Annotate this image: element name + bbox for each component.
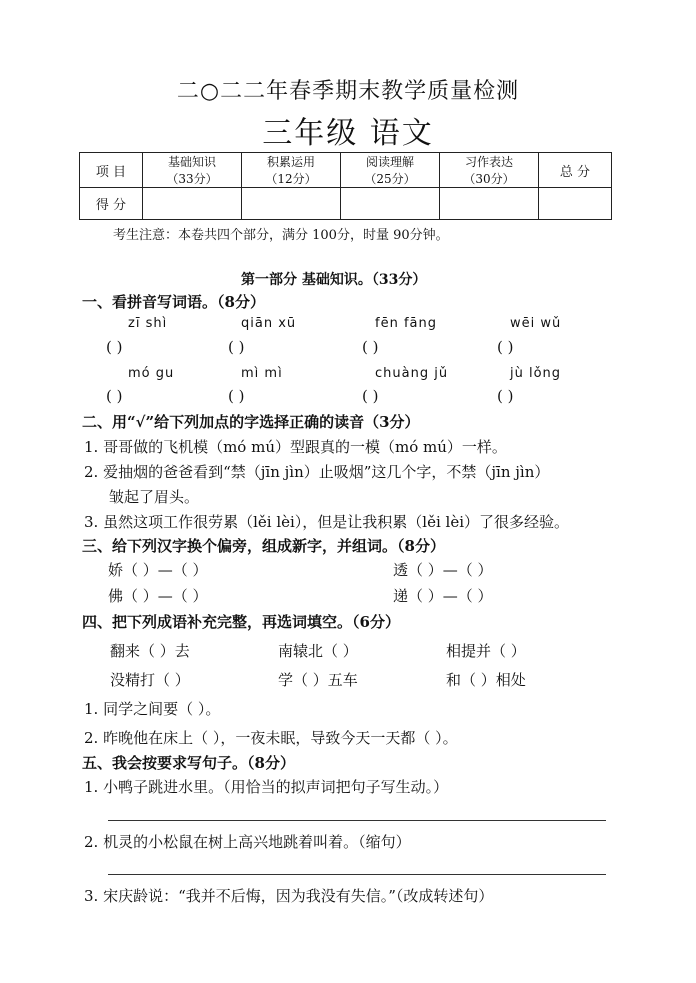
- q4-idiom-2[interactable]: 南辕北（ ）: [278, 642, 358, 660]
- q4-title: 四、把下列成语补充完整，再选词填空。（6分）: [82, 613, 400, 631]
- score-table-item-label: 项 目: [80, 153, 143, 188]
- q3-row1-right[interactable]: 透（ ）—（ ）: [393, 561, 493, 579]
- exam-subtitle: 三年级 语文: [262, 116, 434, 151]
- q1-blank-1[interactable]: ( ): [106, 338, 123, 356]
- q3-row2-left[interactable]: 佛（ ）—（ ）: [108, 587, 208, 605]
- q1-pinyin-7: chuàng jǔ: [375, 366, 449, 381]
- q3-row2-right[interactable]: 递（ ）—（ ）: [393, 587, 493, 605]
- q1-blank-5[interactable]: ( ): [106, 387, 123, 405]
- part1-title: 第一部分 基础知识。（33分）: [241, 272, 427, 288]
- q1-blank-3[interactable]: ( ): [362, 338, 379, 356]
- q1-pinyin-3: fēn fāng: [375, 316, 437, 331]
- q1-blank-8[interactable]: ( ): [497, 387, 514, 405]
- q2-item-3: 3. 虽然这项工作很劳累（lěi lèi），但是让我积累（lěi lèi）了很多经验。: [84, 513, 570, 531]
- q2-item-1: 1. 哥哥做的飞机模（mó mú）型跟真的一模（mó mú）一样。: [84, 438, 507, 456]
- score-cell-total[interactable]: [539, 188, 612, 220]
- exam-title: 二○二二年春季期末教学质量检测: [176, 79, 520, 104]
- q4-idiom-1[interactable]: 翻来（ ）去: [110, 642, 190, 660]
- q1-pinyin-5: mó gu: [128, 366, 175, 381]
- score-row-label: 得 分: [80, 188, 143, 220]
- q1-title: 一、看拼音写词语。（8分）: [82, 293, 265, 311]
- q1-pinyin-4: wēi wǔ: [510, 316, 562, 331]
- q5-item-1: 1. 小鸭子跳进水里。（用恰当的拟声词把句子写生动。）: [84, 778, 449, 796]
- score-col-writing: 习作表达 （30分）: [440, 153, 539, 188]
- q4-idiom-3[interactable]: 相提并（ ）: [446, 642, 526, 660]
- score-col-reading: 阅读理解 （25分）: [341, 153, 440, 188]
- score-col-total: 总 分: [539, 153, 612, 188]
- score-cell-accumulation[interactable]: [242, 188, 341, 220]
- q2-item-2: 2. 爱抽烟的爸爸看到“禁（jīn jìn）止吸烟”这几个字，不禁（jīn jìn）: [84, 463, 550, 481]
- q5-answer-line-2[interactable]: [108, 874, 606, 875]
- q1-pinyin-8: jù lǒng: [510, 366, 562, 381]
- score-table: [79, 152, 612, 220]
- q4-fill-1[interactable]: 1. 同学之间要（ ）。: [84, 700, 221, 718]
- q5-item-2: 2. 机灵的小松鼠在树上高兴地跳着叫着。（缩句）: [84, 833, 411, 851]
- score-col-basic: 基础知识 （33分）: [143, 153, 242, 188]
- q1-blank-4[interactable]: ( ): [497, 338, 514, 356]
- q1-blank-2[interactable]: ( ): [228, 338, 245, 356]
- q1-pinyin-1: zī shì: [128, 316, 168, 331]
- q4-idiom-4[interactable]: 没精打（ ）: [110, 671, 190, 689]
- exam-notice: 考生注意：本卷共四个部分，满分 100分，时量 90分钟。: [113, 228, 449, 243]
- q3-title: 三、给下列汉字换个偏旁，组成新字，并组词。（8分）: [82, 537, 445, 555]
- score-cell-basic[interactable]: [143, 188, 242, 220]
- q5-answer-line-1[interactable]: [108, 820, 606, 821]
- q5-item-3: 3. 宋庆龄说：“我并不后悔，因为我没有失信。”（改成转述句）: [84, 887, 494, 905]
- score-cell-writing[interactable]: [440, 188, 539, 220]
- q2-item-2-cont: 皱起了眉头。: [109, 488, 200, 506]
- q1-blank-6[interactable]: ( ): [228, 387, 245, 405]
- q4-idiom-5[interactable]: 学（ ）五车: [278, 671, 358, 689]
- q3-row1-left[interactable]: 娇（ ）—（ ）: [108, 561, 208, 579]
- q1-pinyin-6: mì mì: [241, 366, 283, 381]
- q4-fill-2[interactable]: 2. 昨晚他在床上（ ），一夜未眠，导致今天一天都（ ）。: [84, 729, 458, 747]
- q4-idiom-6[interactable]: 和（ ）相处: [446, 671, 526, 689]
- q2-title: 二、用“√”给下列加点的字选择正确的读音（3分）: [82, 413, 420, 431]
- q1-blank-7[interactable]: ( ): [362, 387, 379, 405]
- q5-title: 五、我会按要求写句子。（8分）: [82, 754, 295, 772]
- score-col-accumulation: 积累运用 （12分）: [242, 153, 341, 188]
- score-cell-reading[interactable]: [341, 188, 440, 220]
- q1-pinyin-2: qiān xū: [241, 316, 297, 331]
